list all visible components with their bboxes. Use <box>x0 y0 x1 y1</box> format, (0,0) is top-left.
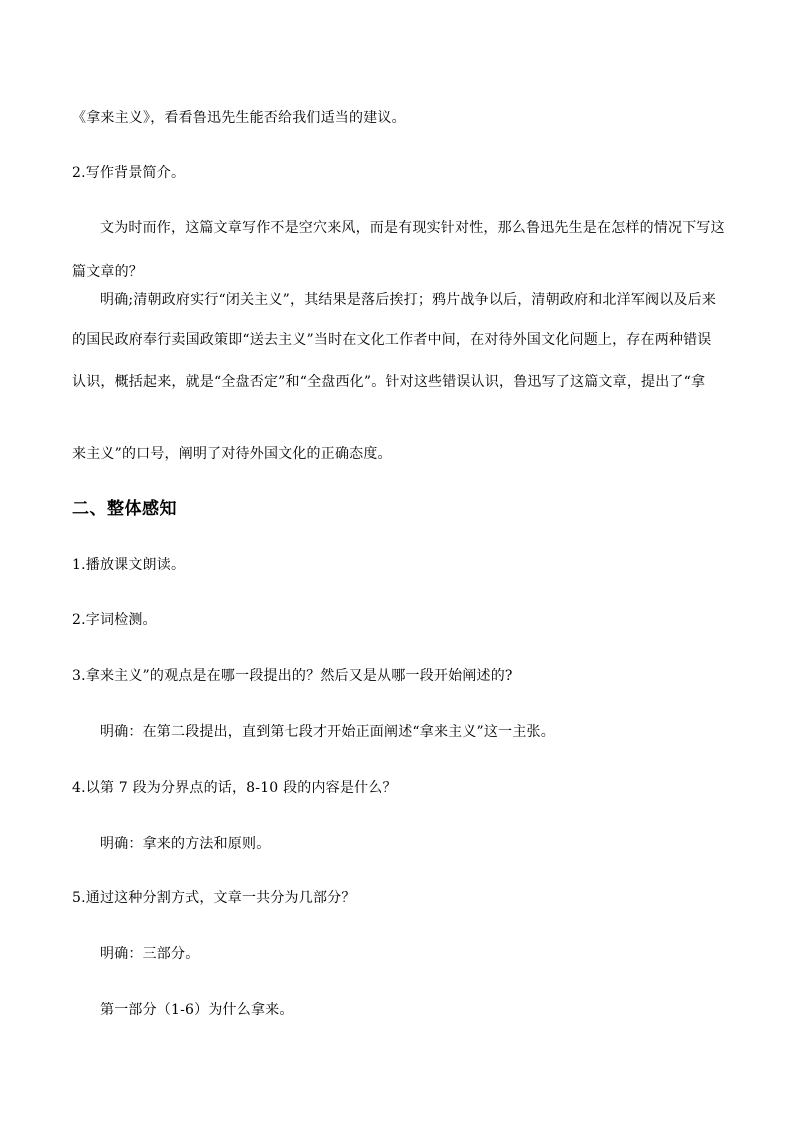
section-heading: 二、整体感知 <box>72 499 177 519</box>
item-4-answer: 明确：拿来的方法和原则。 <box>100 836 271 852</box>
answer-line-1: 明确;清朝政府实行“闭关主义”，其结果是落后挨打；鸦片战争以后，清朝政府和北洋军阀以及后来 <box>100 292 717 308</box>
answer-line-3: 认识，概括起来，就是“全盘否定”和“全盘西化”。针对这些错误认识，鲁迅写了这篇文章，提出了“拿 <box>72 374 706 390</box>
item-1-text: 1.播放课文朗读。 <box>72 557 186 573</box>
item-5-answer: 明确：三部分。 <box>100 946 200 962</box>
item-3-answer: 明确：在第二段提出，直到第七段才开始正面阐述“拿来主义”这一主张。 <box>100 724 555 740</box>
answer-line-4: 来主义”的口号，阐明了对待外国文化的正确态度。 <box>72 446 392 462</box>
item-2-text: 2.字词检测。 <box>72 612 157 628</box>
background-question-line-2: 篇文章的？ <box>72 264 143 280</box>
item-3-text: 3.拿来主义”的观点是在哪一段提出的？然后又是从哪一段开始阐述的? <box>72 668 513 684</box>
item-4-text: 4.以第 7 段为分界点的话，8-10 段的内容是什么？ <box>72 780 397 796</box>
intro-end-text: 《拿来主义》，看看鲁迅先生能否给我们适当的建议。 <box>72 110 406 126</box>
background-title: 2.写作背景简介。 <box>72 165 186 181</box>
part-1-text: 第一部分（1-6）为什么拿来。 <box>100 1002 294 1018</box>
background-question-line-1: 文为时而作，这篇文章写作不是空穴来风，而是有现实针对性，那么鲁迅先生是在怎样的情况下写这 <box>100 220 725 236</box>
answer-line-2: 的国民政府奉行卖国政策即“送去主义”当时在文化工作者中间，在对待外国文化问题上，存在两种错误 <box>72 332 712 348</box>
item-5-text: 5.通过这种分割方式，文章一共分为几部分？ <box>72 890 356 906</box>
